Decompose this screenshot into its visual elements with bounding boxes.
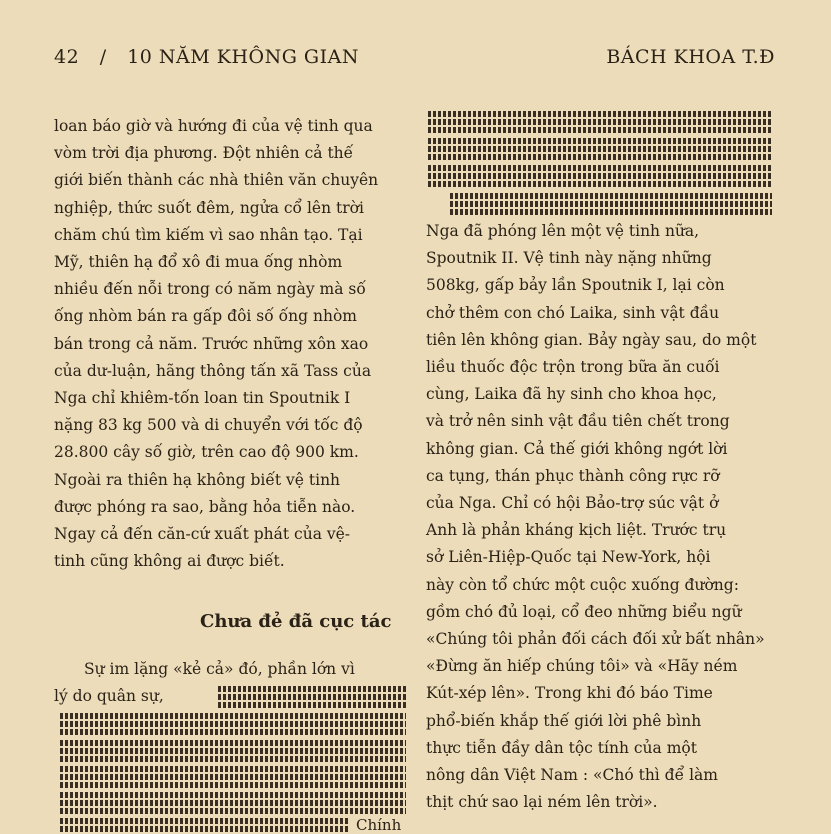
left-line: nhiều đến nỗi trong có năm ngày mà số (54, 280, 366, 299)
left-line: bán trong cả năm. Trước những xôn xao (54, 334, 369, 353)
censored-text-block (60, 766, 406, 788)
right-line: 508kg, gấp bảy lần Spoutnik I, lại còn (426, 276, 725, 295)
right-line: và trở nên sinh vật đầu tiên chết trong (426, 412, 730, 431)
left-column (54, 113, 404, 575)
left-line: giới biến thành các nhà thiên văn chuyên (54, 171, 379, 190)
right-line: gồm chó đủ loại, cổ đeo những biểu ngữ (426, 602, 742, 621)
censored-text-block (60, 740, 406, 762)
right-line: cùng, Laika đã hy sinh cho khoa học, (426, 385, 717, 404)
header-separator: / (99, 46, 107, 68)
left-line: Mỹ, thiên hạ đổ xô đi mua ống nhòm (54, 253, 343, 272)
right-line: ca tụng, thán phục thành công rực rỡ (426, 466, 720, 485)
left-line: được phóng ra sao, bằng hỏa tiễn nào. (54, 497, 356, 516)
right-line: chở thêm con chó Laika, sinh vật đầu (426, 303, 720, 322)
right-line: Anh là phản kháng kịch liệt. Trước trụ (426, 521, 727, 540)
left-line: Ngoài ra thiên hạ không biết vệ tinh (54, 470, 341, 489)
header-left (54, 46, 359, 68)
series-title: 10 NĂM KHÔNG GIAN (127, 46, 359, 68)
paragraph-line: Sự im lặng «kẻ cả» đó, phần lớn vì (84, 660, 355, 678)
left-line: nặng 83 kg 500 và di chuyển với tốc độ (54, 416, 363, 435)
page-number: 42 (54, 46, 80, 68)
right-line: «Đừng ăn hiếp chúng tôi» và «Hãy ném (426, 657, 738, 676)
censored-text-block (428, 111, 772, 133)
left-line: tinh cũng không ai được biết. (54, 552, 285, 571)
right-column (426, 218, 778, 816)
right-line: tiên lên không gian. Bảy ngày sau, do một (426, 330, 757, 349)
right-line: không gian. Cả thế giới không ngớt lời (426, 439, 728, 458)
right-line: Kút-xép lên». Trong khi đó báo Time (426, 684, 713, 703)
right-line: liều thuốc độc trộn trong bữa ăn cuối (426, 358, 720, 377)
right-line: phổ-biến khắp thế giới lời phê bình (426, 711, 702, 730)
censored-text-block (60, 818, 348, 832)
right-line: nông dân Việt Nam : «Chó thì để làm (426, 766, 718, 785)
section-heading: Chưa đẻ đã cục tác (200, 611, 392, 632)
censored-text-block (450, 193, 772, 215)
page-header (54, 46, 775, 76)
censored-text-block (428, 138, 772, 160)
right-line: sở Liên-Hiệp-Quốc tại New-York, hội (426, 548, 711, 567)
right-line: thực tiễn đầy dân tộc tính của một (426, 738, 697, 757)
left-line: loan báo giờ và hướng đi của vệ tinh qua (54, 117, 373, 135)
censored-text-block (428, 165, 772, 187)
right-line: thịt chứ sao lại ném lên trời». (426, 793, 658, 812)
censored-text-block (218, 686, 406, 708)
right-line: Nga đã phóng lên một vệ tinh nữa, (426, 222, 700, 240)
left-line: chăm chú tìm kiếm vì sao nhân tạo. Tại (54, 225, 363, 244)
paragraph-line: lý do quân sự, (54, 687, 164, 705)
left-line: của dư-luận, hãng thông tấn xã Tass của (54, 361, 372, 380)
trailing-word: Chính (356, 816, 402, 834)
right-line: này còn tổ chức một cuộc xuống đường: (426, 575, 739, 594)
left-line: Nga chỉ khiêm-tốn loan tin Spoutnik I (54, 389, 351, 408)
censored-text-block (60, 792, 406, 814)
left-line: 28.800 cây số giờ, trên cao độ 900 km. (54, 443, 359, 462)
left-line: vòm trời địa phương. Đột nhiên cả thế (54, 144, 354, 163)
left-line: ống nhòm bán ra gấp đôi số ống nhòm (54, 307, 357, 326)
left-line: nghiệp, thức suốt đêm, ngửa cổ lên trời (54, 198, 364, 217)
censored-text-block (60, 713, 406, 735)
right-line: «Chúng tôi phản đối cách đối xử bất nhân» (426, 630, 765, 649)
left-line: Ngay cả đến căn-cứ xuất phát của vệ- (54, 525, 351, 544)
magazine-title: BÁCH KHOA T.Đ (606, 46, 775, 68)
right-line: của Nga. Chỉ có hội Bảo-trợ súc vật ở (426, 494, 719, 513)
right-line: Spoutnik II. Vệ tinh này nặng những (426, 249, 712, 268)
